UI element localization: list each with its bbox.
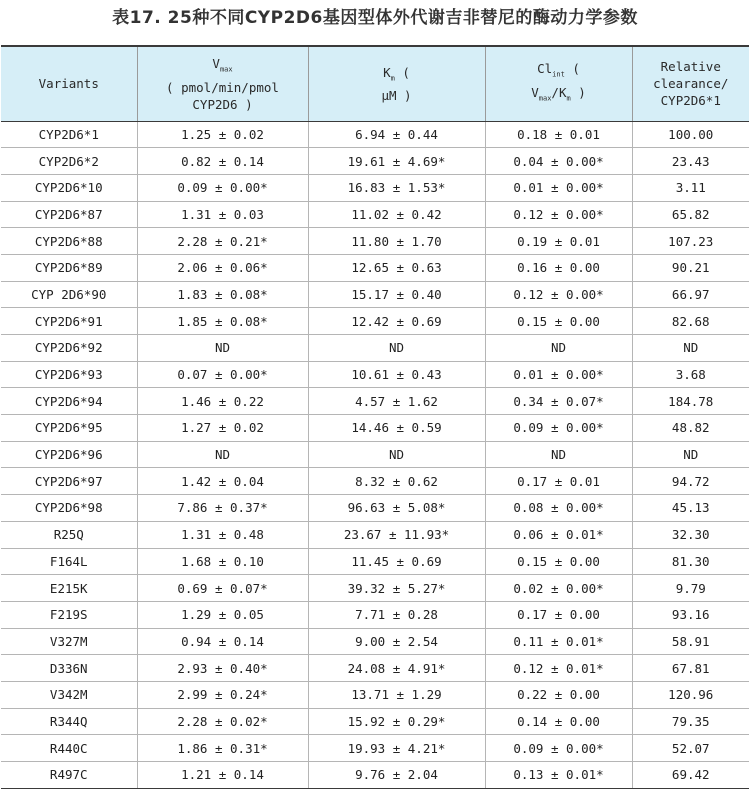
table-header bbox=[1, 46, 749, 121]
cell-clint: 0.12 ± 0.00* bbox=[485, 281, 632, 308]
cell-km: 12.42 ± 0.69 bbox=[308, 308, 485, 335]
header-vmax: $V_{max}$ ( pmol/min/pmol CYP2D6 ) bbox=[137, 46, 308, 121]
cell-relative-clearance: ND bbox=[632, 335, 749, 362]
cell-vmax: 1.83 ± 0.08* bbox=[137, 281, 308, 308]
cell-variant: CYP2D6*98 bbox=[1, 495, 137, 522]
cell-clint: 0.08 ± 0.00* bbox=[485, 495, 632, 522]
cell-relative-clearance: 52.07 bbox=[632, 735, 749, 762]
cell-variant: CYP2D6*97 bbox=[1, 468, 137, 495]
cell-km: 24.08 ± 4.91* bbox=[308, 655, 485, 682]
cell-variant: CYP2D6*2 bbox=[1, 148, 137, 175]
cell-variant: R25Q bbox=[1, 521, 137, 548]
table-row bbox=[1, 575, 749, 602]
cell-variant: CYP2D6*88 bbox=[1, 228, 137, 255]
cell-relative-clearance: 120.96 bbox=[632, 681, 749, 708]
header-row bbox=[1, 46, 749, 121]
header-km: $K_m$ ( μM ) bbox=[308, 46, 485, 121]
cell-variant: R440C bbox=[1, 735, 137, 762]
cell-relative-clearance: 93.16 bbox=[632, 601, 749, 628]
table-row bbox=[1, 415, 749, 442]
cell-km: 9.76 ± 2.04 bbox=[308, 762, 485, 789]
cell-relative-clearance: 79.35 bbox=[632, 708, 749, 735]
cell-vmax: ND bbox=[137, 335, 308, 362]
cell-clint: 0.17 ± 0.00 bbox=[485, 601, 632, 628]
cell-km: 11.02 ± 0.42 bbox=[308, 201, 485, 228]
table-body bbox=[1, 121, 749, 788]
table-row bbox=[1, 361, 749, 388]
cell-vmax: 0.94 ± 0.14 bbox=[137, 628, 308, 655]
cell-relative-clearance: 3.11 bbox=[632, 174, 749, 201]
cell-km: 9.00 ± 2.54 bbox=[308, 628, 485, 655]
cell-relative-clearance: 32.30 bbox=[632, 521, 749, 548]
table-row bbox=[1, 708, 749, 735]
table-row bbox=[1, 254, 749, 281]
cell-variant: F219S bbox=[1, 601, 137, 628]
cell-vmax: 2.93 ± 0.40* bbox=[137, 655, 308, 682]
cell-km: 11.80 ± 1.70 bbox=[308, 228, 485, 255]
cell-clint: 0.15 ± 0.00 bbox=[485, 308, 632, 335]
cell-vmax: 1.25 ± 0.02 bbox=[137, 121, 308, 148]
cell-vmax: 1.29 ± 0.05 bbox=[137, 601, 308, 628]
cell-relative-clearance: 184.78 bbox=[632, 388, 749, 415]
cell-variant: CYP2D6*93 bbox=[1, 361, 137, 388]
cell-vmax: 1.21 ± 0.14 bbox=[137, 762, 308, 789]
cell-variant: CYP2D6*94 bbox=[1, 388, 137, 415]
cell-variant: E215K bbox=[1, 575, 137, 602]
header-relative-clearance: Relative clearance/ CYP2D6*1 bbox=[632, 46, 749, 121]
cell-km: 13.71 ± 1.29 bbox=[308, 681, 485, 708]
table-row bbox=[1, 441, 749, 468]
cell-km: 19.61 ± 4.69* bbox=[308, 148, 485, 175]
cell-relative-clearance: 48.82 bbox=[632, 415, 749, 442]
table-row bbox=[1, 308, 749, 335]
cell-clint: 0.19 ± 0.01 bbox=[485, 228, 632, 255]
cell-variant: CYP 2D6*90 bbox=[1, 281, 137, 308]
cell-clint: 0.01 ± 0.00* bbox=[485, 361, 632, 388]
table-row bbox=[1, 548, 749, 575]
table-row bbox=[1, 174, 749, 201]
cell-clint: 0.16 ± 0.00 bbox=[485, 254, 632, 281]
cell-clint: 0.12 ± 0.00* bbox=[485, 201, 632, 228]
cell-variant: CYP2D6*89 bbox=[1, 254, 137, 281]
cell-vmax: 0.82 ± 0.14 bbox=[137, 148, 308, 175]
cell-variant: R497C bbox=[1, 762, 137, 789]
header-clint: $Cl_{int}$ ( $V_{max}/K_m$ ) bbox=[485, 46, 632, 121]
cell-variant: CYP2D6*10 bbox=[1, 174, 137, 201]
cell-relative-clearance: 100.00 bbox=[632, 121, 749, 148]
cell-relative-clearance: 9.79 bbox=[632, 575, 749, 602]
cell-clint: 0.13 ± 0.01* bbox=[485, 762, 632, 789]
cell-vmax: 1.86 ± 0.31* bbox=[137, 735, 308, 762]
table-row bbox=[1, 468, 749, 495]
cell-clint: 0.09 ± 0.00* bbox=[485, 415, 632, 442]
cell-relative-clearance: 67.81 bbox=[632, 655, 749, 682]
table-row bbox=[1, 148, 749, 175]
cell-relative-clearance: 45.13 bbox=[632, 495, 749, 522]
cell-km: 7.71 ± 0.28 bbox=[308, 601, 485, 628]
cell-km: 96.63 ± 5.08* bbox=[308, 495, 485, 522]
cell-km: 15.92 ± 0.29* bbox=[308, 708, 485, 735]
cell-km: 11.45 ± 0.69 bbox=[308, 548, 485, 575]
table-row bbox=[1, 681, 749, 708]
table-row bbox=[1, 601, 749, 628]
cell-vmax: 1.46 ± 0.22 bbox=[137, 388, 308, 415]
cell-clint: 0.04 ± 0.00* bbox=[485, 148, 632, 175]
cell-variant: V342M bbox=[1, 681, 137, 708]
cell-vmax: 0.09 ± 0.00* bbox=[137, 174, 308, 201]
cell-km: ND bbox=[308, 335, 485, 362]
cell-clint: 0.12 ± 0.01* bbox=[485, 655, 632, 682]
table-row bbox=[1, 121, 749, 148]
cell-km: 19.93 ± 4.21* bbox=[308, 735, 485, 762]
cell-vmax: 7.86 ± 0.37* bbox=[137, 495, 308, 522]
cell-variant: CYP2D6*96 bbox=[1, 441, 137, 468]
table-row bbox=[1, 281, 749, 308]
table-row bbox=[1, 495, 749, 522]
cell-variant: V327M bbox=[1, 628, 137, 655]
cell-km: ND bbox=[308, 441, 485, 468]
cell-vmax: 2.28 ± 0.02* bbox=[137, 708, 308, 735]
cell-clint: 0.01 ± 0.00* bbox=[485, 174, 632, 201]
cell-vmax: 1.31 ± 0.48 bbox=[137, 521, 308, 548]
cell-km: 39.32 ± 5.27* bbox=[308, 575, 485, 602]
cell-relative-clearance: ND bbox=[632, 441, 749, 468]
cell-relative-clearance: 90.21 bbox=[632, 254, 749, 281]
cell-clint: ND bbox=[485, 335, 632, 362]
cell-clint: 0.11 ± 0.01* bbox=[485, 628, 632, 655]
cell-relative-clearance: 82.68 bbox=[632, 308, 749, 335]
cell-clint: 0.22 ± 0.00 bbox=[485, 681, 632, 708]
cell-km: 6.94 ± 0.44 bbox=[308, 121, 485, 148]
cell-clint: 0.14 ± 0.00 bbox=[485, 708, 632, 735]
cell-relative-clearance: 69.42 bbox=[632, 762, 749, 789]
cell-vmax: 2.28 ± 0.21* bbox=[137, 228, 308, 255]
cell-variant: D336N bbox=[1, 655, 137, 682]
cell-vmax: 1.42 ± 0.04 bbox=[137, 468, 308, 495]
cell-clint: 0.02 ± 0.00* bbox=[485, 575, 632, 602]
table-row bbox=[1, 628, 749, 655]
cell-km: 23.67 ± 11.93* bbox=[308, 521, 485, 548]
cell-relative-clearance: 65.82 bbox=[632, 201, 749, 228]
cell-relative-clearance: 107.23 bbox=[632, 228, 749, 255]
cell-variant: F164L bbox=[1, 548, 137, 575]
cell-clint: 0.18 ± 0.01 bbox=[485, 121, 632, 148]
cell-vmax: 1.31 ± 0.03 bbox=[137, 201, 308, 228]
cell-variant: CYP2D6*91 bbox=[1, 308, 137, 335]
cell-relative-clearance: 58.91 bbox=[632, 628, 749, 655]
cell-vmax: 1.85 ± 0.08* bbox=[137, 308, 308, 335]
cell-clint: 0.17 ± 0.01 bbox=[485, 468, 632, 495]
table-row bbox=[1, 762, 749, 789]
cell-vmax: 1.68 ± 0.10 bbox=[137, 548, 308, 575]
cell-variant: R344Q bbox=[1, 708, 137, 735]
cell-vmax: 2.06 ± 0.06* bbox=[137, 254, 308, 281]
cell-km: 15.17 ± 0.40 bbox=[308, 281, 485, 308]
cell-variant: CYP2D6*1 bbox=[1, 121, 137, 148]
cell-relative-clearance: 3.68 bbox=[632, 361, 749, 388]
cell-variant: CYP2D6*92 bbox=[1, 335, 137, 362]
table-row bbox=[1, 388, 749, 415]
cell-km: 10.61 ± 0.43 bbox=[308, 361, 485, 388]
cell-vmax: ND bbox=[137, 441, 308, 468]
cell-vmax: 1.27 ± 0.02 bbox=[137, 415, 308, 442]
cell-vmax: 2.99 ± 0.24* bbox=[137, 681, 308, 708]
table-row bbox=[1, 228, 749, 255]
table-row bbox=[1, 655, 749, 682]
cell-relative-clearance: 23.43 bbox=[632, 148, 749, 175]
cell-km: 8.32 ± 0.62 bbox=[308, 468, 485, 495]
cell-clint: 0.34 ± 0.07* bbox=[485, 388, 632, 415]
cell-vmax: 0.69 ± 0.07* bbox=[137, 575, 308, 602]
table-title: 表17. 25种不同CYP2D6基因型体外代谢吉非替尼的酶动力学参数 bbox=[112, 8, 638, 28]
header-variants: Variants bbox=[1, 46, 137, 121]
cell-relative-clearance: 94.72 bbox=[632, 468, 749, 495]
cell-relative-clearance: 81.30 bbox=[632, 548, 749, 575]
cell-clint: 0.09 ± 0.00* bbox=[485, 735, 632, 762]
kinetics-table bbox=[1, 45, 749, 789]
table-row bbox=[1, 335, 749, 362]
cell-km: 14.46 ± 0.59 bbox=[308, 415, 485, 442]
table-row bbox=[1, 521, 749, 548]
table-row bbox=[1, 201, 749, 228]
table-row bbox=[1, 735, 749, 762]
cell-clint: 0.15 ± 0.00 bbox=[485, 548, 632, 575]
cell-km: 12.65 ± 0.63 bbox=[308, 254, 485, 281]
cell-clint: ND bbox=[485, 441, 632, 468]
cell-variant: CYP2D6*95 bbox=[1, 415, 137, 442]
cell-km: 4.57 ± 1.62 bbox=[308, 388, 485, 415]
cell-vmax: 0.07 ± 0.00* bbox=[137, 361, 308, 388]
cell-relative-clearance: 66.97 bbox=[632, 281, 749, 308]
cell-variant: CYP2D6*87 bbox=[1, 201, 137, 228]
cell-clint: 0.06 ± 0.01* bbox=[485, 521, 632, 548]
cell-km: 16.83 ± 1.53* bbox=[308, 174, 485, 201]
